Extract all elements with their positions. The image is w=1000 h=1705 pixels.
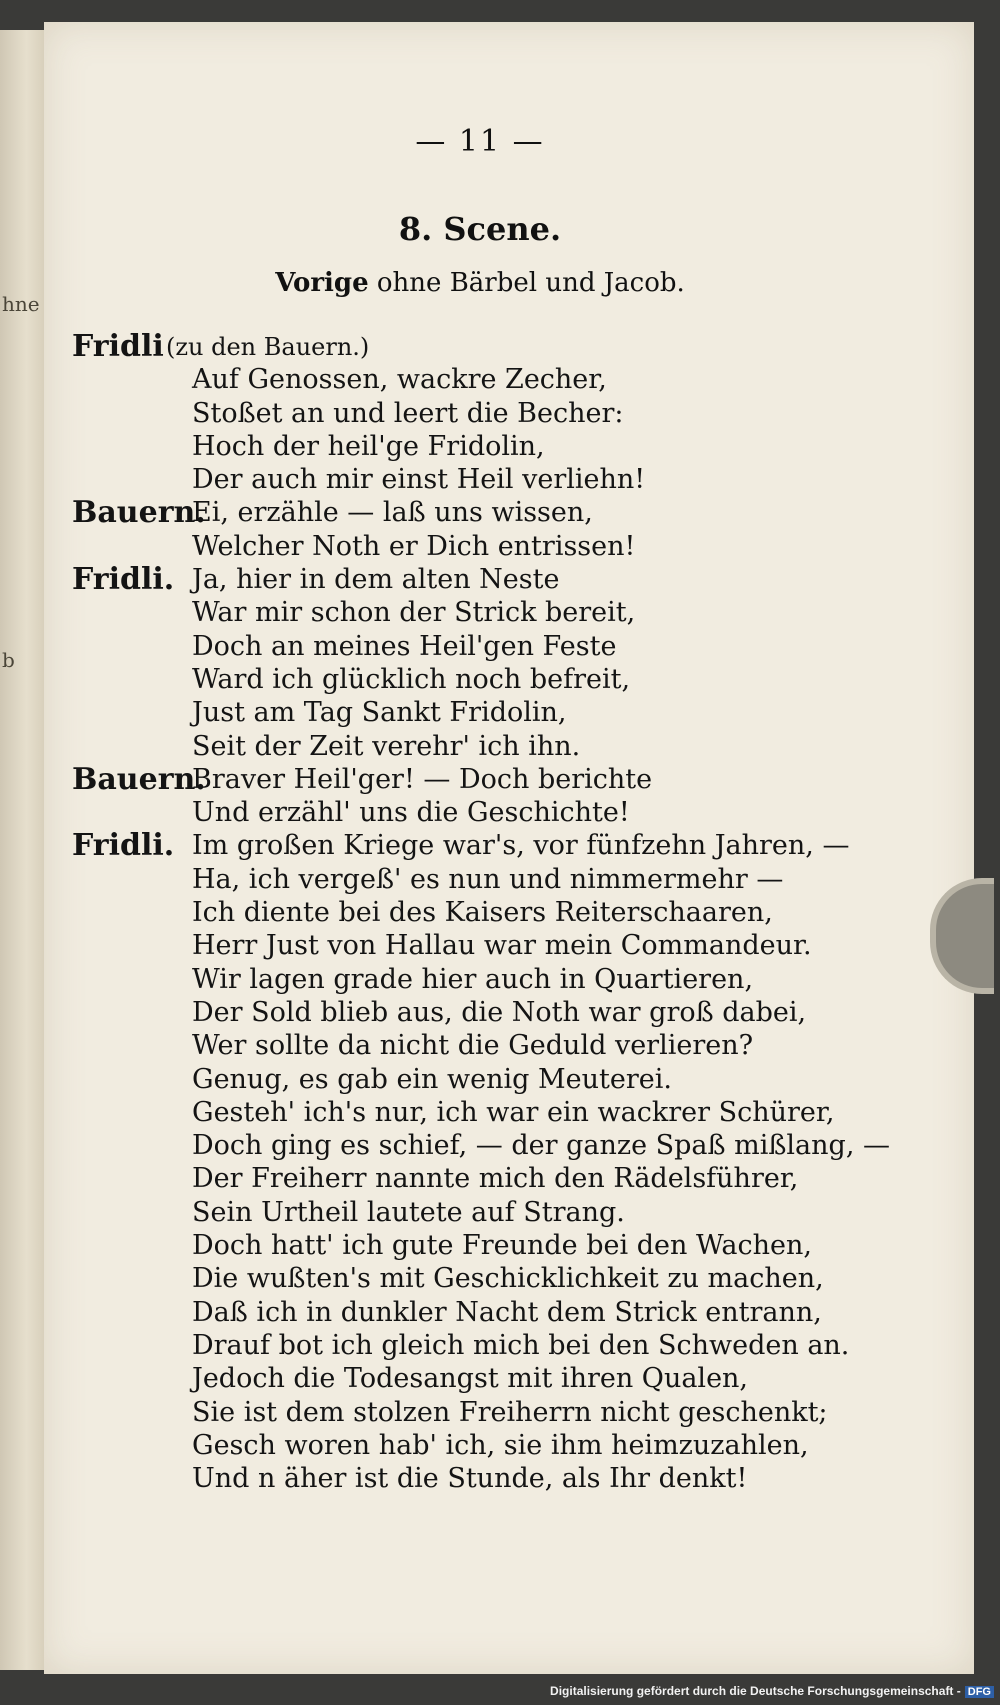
verse-line	[0, 996, 1000, 1029]
verse-text: Doch ging es schief, — der ganze Spaß mißlang, —	[192, 1130, 890, 1162]
verse-text: Drauf bot ich gleich mich bei den Schweden an.	[192, 1329, 850, 1361]
verse-line	[0, 1429, 1000, 1462]
verse-line	[0, 1229, 1000, 1262]
verse-line	[0, 1063, 1000, 1096]
verse-text: Gesch woren hab' ich, sie ihm heimzuzahlen,	[192, 1429, 809, 1461]
verse-text: Und n äher ist die Stunde, als Ihr denkt!	[192, 1463, 748, 1495]
verse-block	[0, 330, 1000, 1495]
verse-text: Doch an meines Heil'gen Feste	[192, 630, 617, 662]
verse-line	[0, 763, 1000, 796]
verse-text: Ward ich glücklich noch befreit,	[192, 663, 631, 695]
verse-line	[0, 1329, 1000, 1362]
verse-line	[0, 530, 1000, 563]
verse-text: Just am Tag Sankt Fridolin,	[192, 697, 567, 729]
credit-text: Digitalisierung gefördert durch die Deutsche Forschungsgemeinschaft -	[550, 1684, 961, 1698]
verse-line	[0, 896, 1000, 929]
dfg-logo: DFG	[965, 1686, 994, 1698]
scene-title: 8. Scene.	[398, 210, 562, 248]
verse-line	[0, 1029, 1000, 1062]
speaker-name: Bauern.	[72, 495, 206, 531]
verse-line	[0, 696, 1000, 729]
verse-text: Braver Heil'ger! — Doch berichte	[192, 763, 653, 795]
stage-note: (zu den Bauern.)	[166, 333, 370, 361]
verse-line	[0, 430, 1000, 463]
verse-line	[0, 496, 1000, 529]
verse-text: Genug, es gab ein wenig Meuterei.	[192, 1063, 672, 1095]
verse-line	[0, 363, 1000, 396]
verse-text: Die wußten's mit Geschicklichkeit zu machen,	[192, 1263, 824, 1295]
verse-text: Herr Just von Hallau war mein Commandeur.	[192, 930, 812, 962]
verse-line	[0, 963, 1000, 996]
verse-text: Der Freiherr nannte mich den Rädelsführer,	[192, 1163, 799, 1195]
verse-text: Sie ist dem stolzen Freiherrn nicht geschenkt;	[192, 1396, 828, 1428]
verse-line	[0, 1462, 1000, 1495]
stage-direction-rest: ohne Bärbel und Jacob.	[368, 268, 685, 298]
verse-text: Daß ich in dunkler Nacht dem Strick entrann,	[192, 1296, 822, 1328]
verse-line	[0, 1296, 1000, 1329]
facing-page-fragment: b	[2, 648, 15, 672]
verse-text: Ich diente bei des Kaisers Reiterschaaren,	[192, 897, 773, 929]
verse-text: Ha, ich vergeß' es nun und nimmermehr —	[192, 863, 784, 895]
verse-text: Und erzähl' uns die Geschichte!	[192, 797, 630, 829]
verse-text: Jedoch die Todesangst mit ihren Qualen,	[192, 1363, 749, 1395]
verse-text: Auf Genossen, wackre Zecher,	[192, 364, 607, 396]
verse-line	[0, 630, 1000, 663]
verse-text: War mir schon der Strick bereit,	[192, 597, 636, 629]
speaker-name: Fridli.	[72, 828, 175, 864]
verse-line	[0, 929, 1000, 962]
verse-line	[0, 1129, 1000, 1162]
stage-direction	[0, 268, 960, 298]
verse-line	[0, 1196, 1000, 1229]
verse-text: Wer sollte da nicht die Geduld verlieren?	[192, 1030, 754, 1062]
verse-text: Im großen Kriege war's, vor fünfzehn Jahren, —	[192, 830, 850, 862]
verse-line	[0, 397, 1000, 430]
verse-text: Der auch mir einst Heil verliehn!	[192, 464, 646, 496]
verse-line	[0, 1162, 1000, 1195]
verse-line	[0, 330, 1000, 363]
page-number: — 11 —	[415, 124, 545, 159]
verse-text: Ei, erzähle — laß uns wissen,	[192, 497, 593, 529]
speaker-name: Bauern.	[72, 761, 206, 797]
verse-text: Welcher Noth er Dich entrissen!	[192, 530, 636, 562]
verse-line	[0, 796, 1000, 829]
verse-line	[0, 829, 1000, 862]
verse-text: Ja, hier in dem alten Neste	[192, 564, 560, 596]
verse-line	[0, 1262, 1000, 1295]
verse-line	[0, 463, 1000, 496]
verse-text: Gesteh' ich's nur, ich war ein wackrer Schürer,	[192, 1096, 835, 1128]
facing-page-fragment: hne	[2, 292, 40, 316]
speaker-name: Fridli.	[72, 562, 175, 598]
speaker-name: Fridli	[72, 329, 164, 364]
verse-line	[0, 1396, 1000, 1429]
verse-line	[0, 563, 1000, 596]
verse-text: Der Sold blieb aus, die Noth war groß dabei,	[192, 996, 807, 1028]
verse-text: Doch hatt' ich gute Freunde bei den Wachen,	[192, 1230, 812, 1262]
stage-direction-bold: Vorige	[275, 268, 369, 298]
verse-text: Seit der Zeit verehr' ich ihn.	[192, 730, 581, 762]
digitization-credit	[550, 1684, 994, 1698]
verse-text: Sein Urtheil lautete auf Strang.	[192, 1196, 625, 1228]
verse-line	[0, 863, 1000, 896]
verse-line	[0, 663, 1000, 696]
verse-line	[0, 730, 1000, 763]
verse-line	[0, 1362, 1000, 1395]
verse-line	[0, 1096, 1000, 1129]
verse-text: Wir lagen grade hier auch in Quartieren,	[192, 963, 754, 995]
verse-text: Hoch der heil'ge Fridolin,	[192, 430, 545, 462]
verse-text: Stoßet an und leert die Becher:	[192, 397, 624, 429]
verse-line	[0, 596, 1000, 629]
